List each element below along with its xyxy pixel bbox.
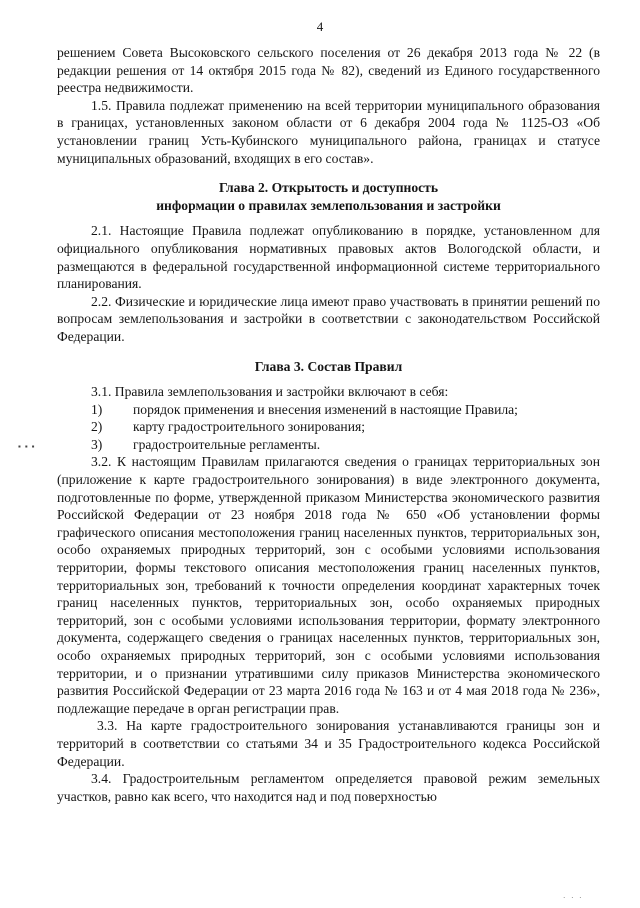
list-item (57, 401, 600, 419)
list-number: 2) (91, 419, 103, 435)
paragraph-3-2: 3.2. К настоящим Правилам прилагаются сведения о границах территориальных зон (приложение к карте градостроительного зонирования) в виде электронного документа, подготовленные по форме, утвержденной приказом Министерства экономического развития Российской Федерации от 23 ноября 2018 года № 650 «Об установлении формы графического описания местоположения границ населенных пунктов, территориальных зон, особо охраняемых природных территорий, зон с особыми условиями использования территории, формы текстового описания местоположения границ населенных пунктов, территориальных зон, требований к точности определения координат характерных точек границ населенных пунктов, территориальных зон, особо охраняемых природных территорий, зон с особыми условиями использования территории, формату электронного документа, содержащего сведения о границах населенных пунктов, территориальных зон, особо охраняемых природных территорий, зон с особыми условиями использования территории, и о признании утратившими силу приказов Министерства экономического развития Российской Федерации от 23 марта 2016 года № 163 и от 4 мая 2018 года № 236», подлежащие передаче в орган регистрации прав. (57, 454, 600, 716)
margin-mark: ▪ ▪ ▪ (18, 442, 36, 451)
list-text: карту градостроительного зонирования; (133, 419, 366, 435)
document-body (57, 44, 600, 805)
list-text: порядок применения и внесения изменений в настоящие Правила; (133, 401, 518, 417)
paragraph-3-3: 3.3. На карте градостроительного зонирования устанавливаются границы зон и территорий в соответствии со статьями 34 и 35 Градостроительного кодекса Российской Федерации. (57, 718, 600, 769)
chapter-2-title-line1: Глава 2. Открытость и доступность (218, 180, 439, 196)
chapter-2-title-line2: информации о правилах землепользования и застройки (156, 197, 501, 213)
list-number: 1) (91, 401, 103, 417)
paragraph-1-5: 1.5. Правила подлежат применению на всей территории муниципального образования в границах, установленных законом области от 6 декабря 2004 года № 1125-ОЗ «Об установлении границ Усть-Кубинского муниципального района, границах и статусе муниципальных образований, входящих в его состав». (57, 97, 600, 166)
list-item (57, 436, 600, 454)
paragraph-2-1: 2.1. Настоящие Правила подлежат опубликованию в порядке, установленном для официального опубликования нормативных правовых актов Вологодской области, и размещаются в федеральной государственной информационной системе территориального планирования. (57, 223, 600, 292)
paragraph-3-1: 3.1. Правила землепользования и застройки включают в себя: (91, 384, 449, 400)
page-number: 4 (316, 19, 324, 34)
paragraph-continuation: решением Совета Высоковского сельского поселения от 26 декабря 2013 года № 22 (в редакции решения от 14 октября 2015 года № 82), сведений из Единого государственного реестра недвижимости. (57, 45, 600, 96)
list-number: 3) (91, 436, 103, 452)
list-text: градостроительные регламенты. (133, 436, 321, 452)
scan-mark: · · · (563, 894, 584, 902)
chapter-3-title: Глава 3. Состав Правил (254, 358, 403, 374)
list-item (57, 418, 600, 436)
paragraph-2-2: 2.2. Физические и юридические лица имеют право участвовать в принятии решений по вопросам землепользования и застройки в соответствии с законодательством Российской Федерации. (57, 293, 600, 344)
paragraph-3-4: 3.4. Градостроительным регламентом определяется правовой режим земельных участков, равно как всего, что находится над и под поверхностью (57, 771, 600, 804)
